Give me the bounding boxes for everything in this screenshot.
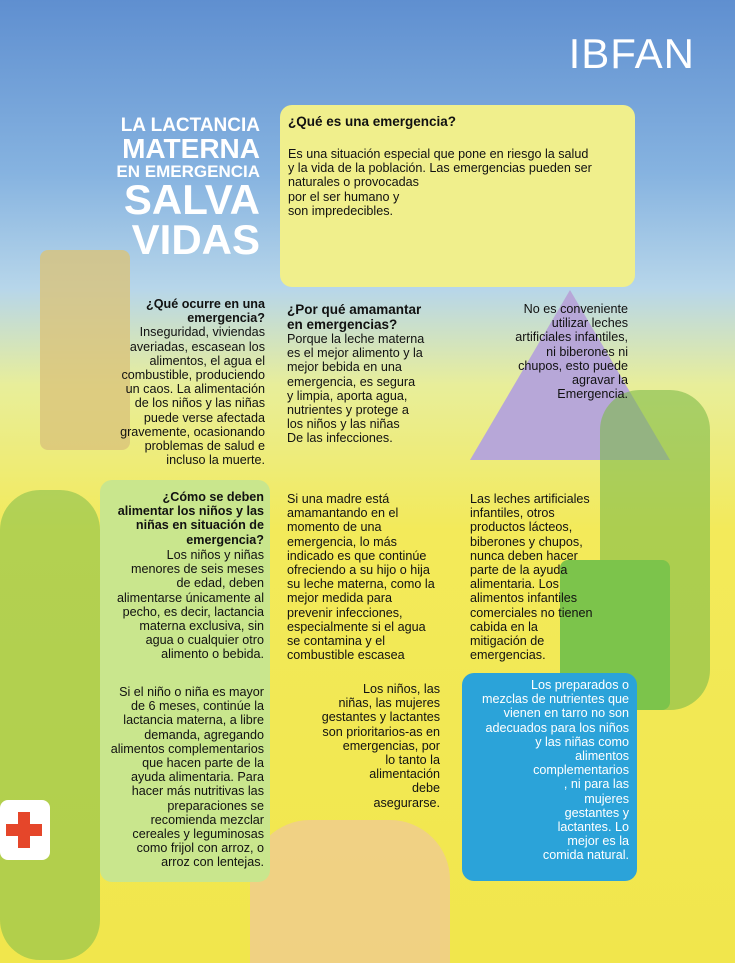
title-line: MATERNA bbox=[122, 133, 260, 164]
que-ocurre-section bbox=[100, 297, 265, 467]
no-conveniente-text: No es conveniente utilizar leches artificiales infantiles, ni biberones ni chupos, esto puede agravar la Emergencia. bbox=[515, 302, 628, 402]
title-line: SALVA bbox=[123, 176, 260, 223]
prioritarios-text: Los niños, las niñas, las mujeres gestantes y lactantes son prioritarios-as en emergencias, por lo tanto la alimentación debe asegurarse. bbox=[321, 682, 440, 810]
first-aid-kit-icon bbox=[0, 800, 50, 860]
title-line: LA LACTANCIA bbox=[120, 115, 260, 136]
section-heading: ¿Qué ocurre en una emergencia? bbox=[146, 297, 265, 326]
ibfan-logo: IBFAN bbox=[568, 30, 695, 77]
mother-baby-illustration bbox=[250, 820, 450, 963]
title-line: VIDAS bbox=[131, 216, 260, 263]
que-es-emergencia-box bbox=[280, 105, 635, 287]
section-heading: ¿Qué es una emergencia? bbox=[288, 114, 457, 129]
section-body: Es una situación especial que pone en riesgo la salud y la vida de la población. Las emergencias pueden ser naturales o provocadas por el ser humano y son impredecibles. bbox=[288, 147, 592, 218]
poster-title bbox=[100, 115, 260, 263]
worker-left-illustration bbox=[0, 490, 100, 960]
section-body: Porque la leche materna es el mejor alimento y la mejor bebida en una emergencia, es segura y limpia, aporta agua, nutrientes y protege a los niños y las niñas De las infecciones. bbox=[287, 332, 425, 446]
leches-artificiales-text: Las leches artificiales infantiles, otros productos lácteos, biberones y chupos, nunca deben hacer parte de la ayuda alimentaria. Los alimentos infantiles comerciales no tienen cabida en la mitigación de emergencias. bbox=[470, 492, 593, 663]
preparados-box bbox=[462, 673, 637, 881]
section-heading: ¿Por qué amamantar en emergencias? bbox=[287, 302, 422, 332]
como-alimentar-box bbox=[100, 480, 270, 882]
section-body: Los niños y niñas menores de seis meses de edad, deben alimentarse únicamente al pecho, es decir, lactancia materna exclusiva, sin agua o cualquier otro alimento o bebida. bbox=[116, 548, 264, 662]
section-body: Si el niño o niña es mayor de 6 meses, continúe la lactancia materna, a libre demanda, agregando alimentos complementarios que hacen parte de la ayuda alimentaria. Para hacer más nutritivas las preparaciones se recomienda mezclar cereales y leguminosas como frijol con arroz, o arroz con lentejas. bbox=[110, 685, 264, 870]
title-line: EN EMERGENCIA bbox=[116, 162, 260, 181]
por-que-section bbox=[287, 302, 467, 446]
section-heading: ¿Cómo se deben alimentar los niños y las niñas en situación de emergencia? bbox=[117, 490, 264, 547]
section-body: Los preparados o mezclas de nutrientes que vienen en tarro no son adecuados para los niños y las niñas como alimentos complementarios , ni para las mujeres gestantes y lactantes. Lo mejor es la comida natural. bbox=[481, 678, 629, 863]
si-madre-text: Si una madre está amamantando en el momento de una emergencia, lo más indicado es que continúe ofreciendo a su hijo o hija su leche materna, como la mejor medida para prevenir infecciones, especialmente si el agua se contamina y el combustible escasea bbox=[287, 492, 435, 663]
section-body: Inseguridad, viviendas averiadas, escasean los alimentos, el agua el combustible, produciendo un caos. La alimentación de los niños y las niñas puede verse afectada gravemente, ocasionando problemas de salud e incluso la muerte. bbox=[120, 325, 265, 468]
